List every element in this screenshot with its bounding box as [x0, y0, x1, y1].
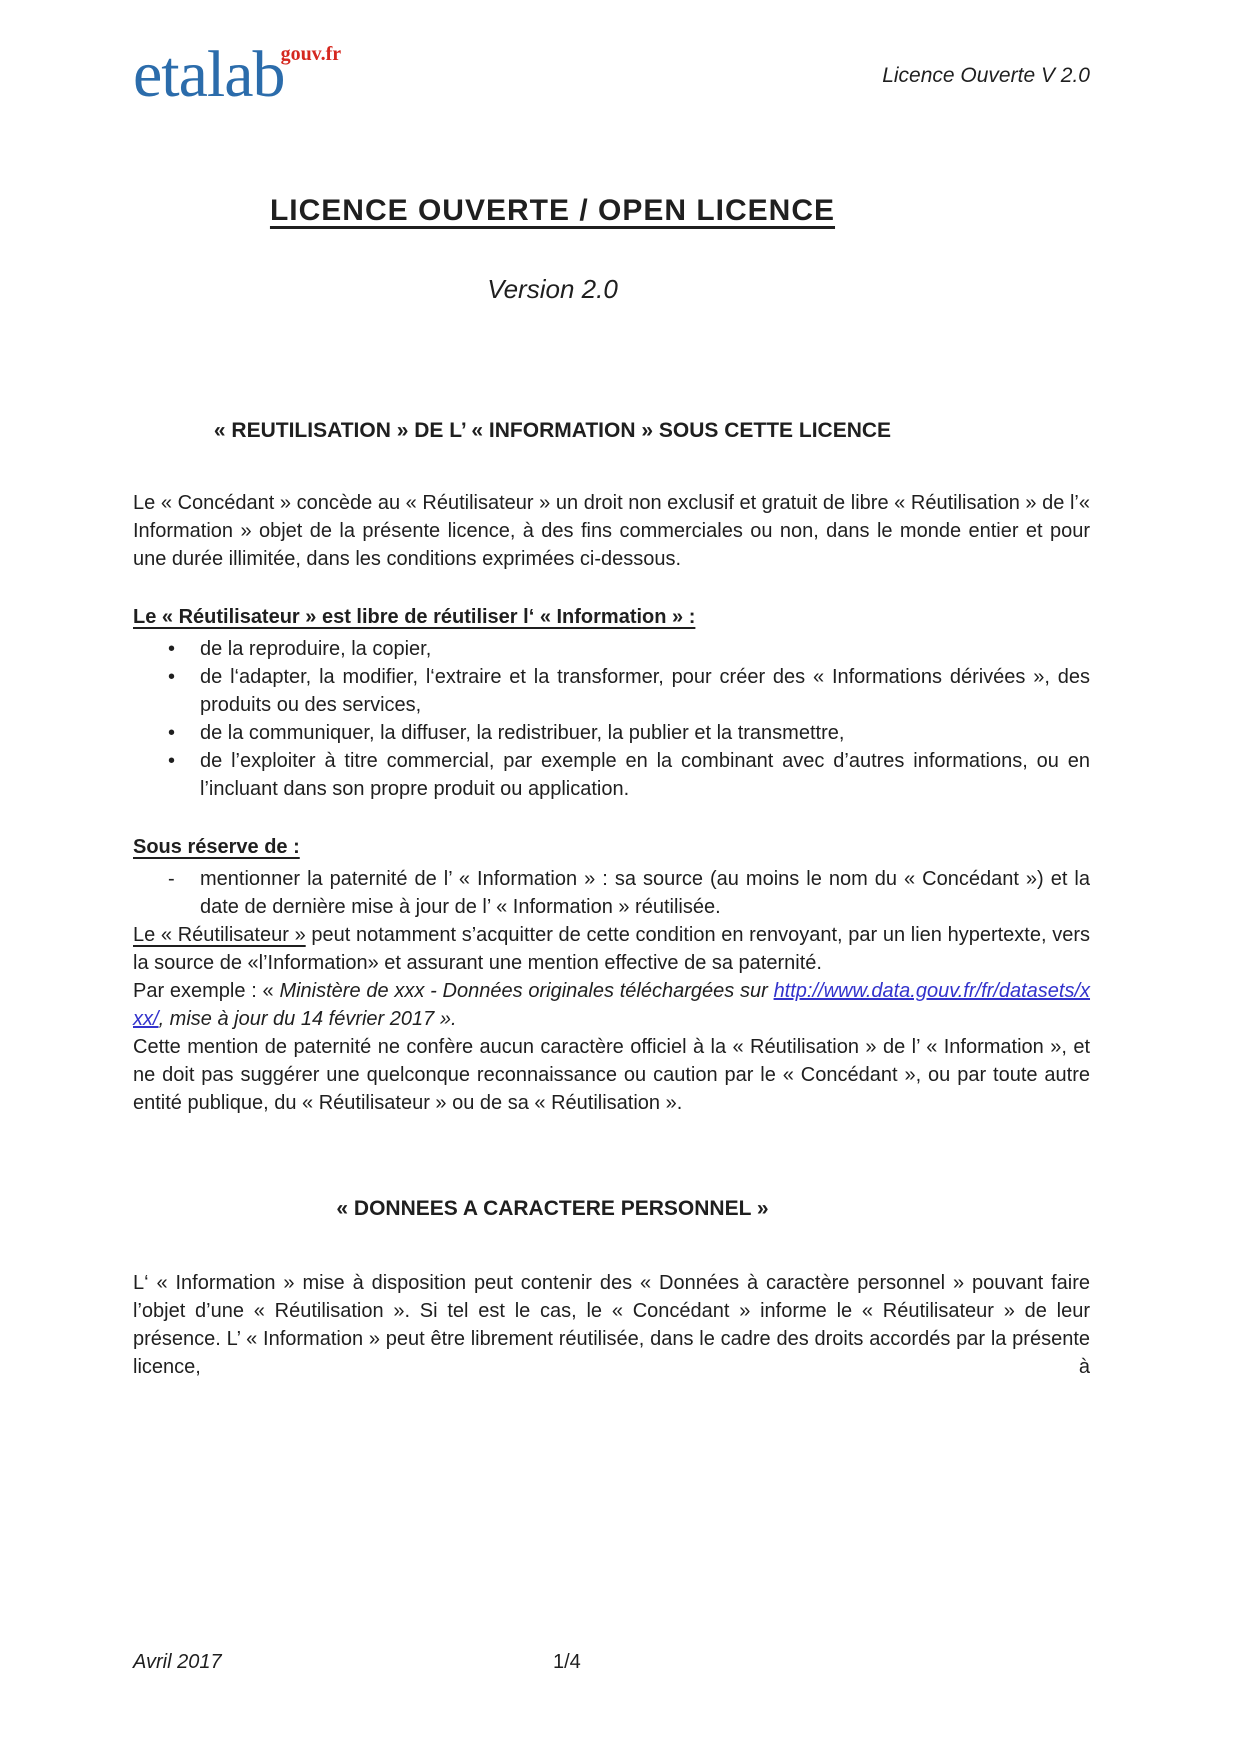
footer-date: Avril 2017: [133, 1651, 222, 1673]
list-item: • de la reproduire, la copier,: [200, 635, 1090, 663]
document-subtitle: Version 2.0: [487, 274, 618, 304]
personal-data-heading: « DONNEES A CARACTERE PERSONNEL »: [336, 1197, 769, 1220]
list-item: • de l‘adapter, la modifier, l‘extraire et la transformer, pour créer des « Informations dérivées », des produits ou des services,: [200, 663, 1090, 719]
attribution-paragraph: [133, 921, 1090, 977]
example-prefix: Par exemple : «: [133, 980, 280, 1002]
etalab-logo-text: etalab: [133, 38, 285, 111]
conditions-heading: Sous réserve de :: [133, 836, 300, 858]
page-header: [133, 38, 1090, 138]
personal-data-paragraph: L‘ « Information » mise à disposition peut contenir des « Données à caractère personnel » pouvant faire l’objet d’une « Réutilisation ». Si tel est le cas, le « Concédant » informe le « Réutilisateur » de leur présence. L’ « Information » peut être librement réutilisée, dans le cadre des droits accordés par la présente licence, à: [133, 1272, 1090, 1378]
dataset-link[interactable]: http://www.data.gouv.fr/fr/datasets/xxx/: [133, 980, 1091, 1030]
example-paragraph: [133, 977, 1090, 1033]
document-body: [133, 489, 1090, 1381]
condition-item: - mentionner la paternité de l’ « Information » : sa source (au moins le nom du « Concédant ») et la date de dernière mise à jour de l’ « Information » réutilisée.: [200, 865, 1090, 921]
section-reuse-heading: « REUTILISATION » DE L’ « INFORMATION » SOUS CETTE LICENCE: [213, 419, 892, 442]
document-title: [133, 194, 972, 228]
mention-paragraph: Cette mention de paternité ne confère aucun caractère officiel à la « Réutilisation » de l’ « Information », et ne doit pas suggérer une quelconque reconnaissance ou caution par le « Concédant », ou par toute autre entité publique, du « Réutilisateur » ou de sa « Réutilisation ».: [133, 1036, 1090, 1114]
attribution-rest: peut notamment s’acquitter de cette condition en renvoyant, par un lien hypertexte, vers la source de «l’Information» et assurant une mention effective de sa paternité.: [133, 924, 1090, 974]
page-footer: [133, 1648, 1090, 1676]
list-item: • de l’exploiter à titre commercial, par exemple en la combinant avec d’autres informations, ou en l’incluant dans son propre produit ou application.: [200, 747, 1090, 803]
example-italic: Ministère de xxx - Données originales téléchargées sur: [279, 980, 774, 1002]
intro-paragraph: Le « Concédant » concède au « Réutilisateur » un droit non exclusif et gratuit de libre « Réutilisation » de l’« Information » objet de la présente licence, à des fins commerciales ou non, dans le monde entier et pour une durée illimitée, dans les conditions exprimées ci-dessous.: [133, 492, 1090, 570]
footer-page-number: 1/4: [553, 1651, 581, 1673]
attribution-lead: Le « Réutilisateur »: [133, 924, 306, 946]
example-suffix: , mise à jour du 14 février 2017 ».: [158, 1008, 457, 1030]
reuse-rights-list: [133, 635, 1090, 803]
gouv-fr-logo-superscript: gouv.fr: [280, 43, 342, 65]
list-item: • de la communiquer, la diffuser, la redistribuer, la publier et la transmettre,: [200, 719, 1090, 747]
etalab-logo: [133, 38, 345, 111]
header-doc-reference: Licence Ouverte V 2.0: [882, 64, 1090, 87]
conditions-list: [133, 865, 1090, 921]
document-title-text: LICENCE OUVERTE / OPEN LICENCE: [269, 194, 836, 227]
reuse-rights-heading: Le « Réutilisateur » est libre de réutiliser l‘ « Information » :: [133, 606, 696, 628]
